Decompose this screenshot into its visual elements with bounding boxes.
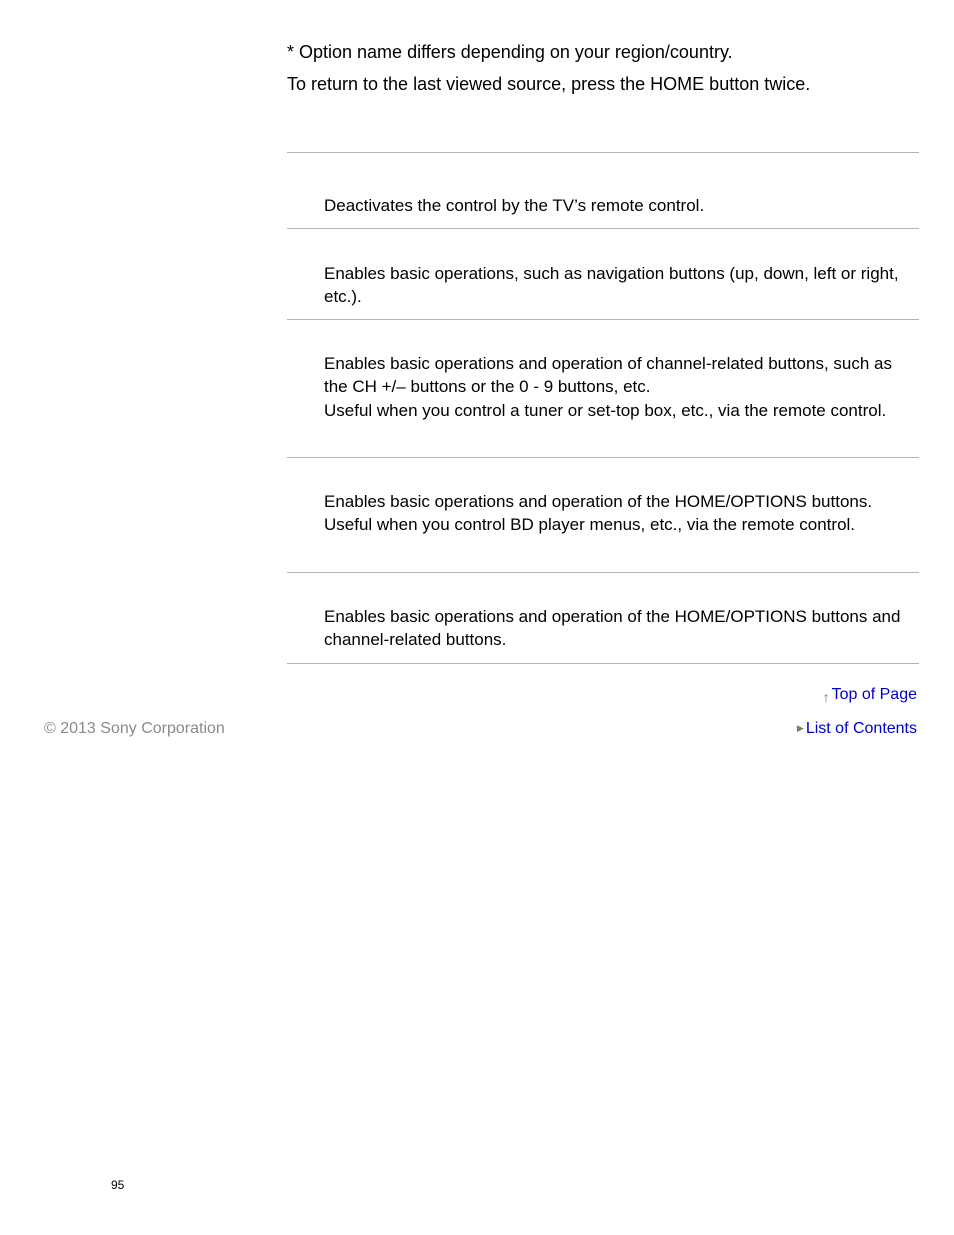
option-row: [287, 573, 919, 664]
option-text-line: Enables basic operations and operation of the HOME/OPTIONS buttons and channel-related buttons.: [324, 607, 901, 650]
option-text-line: Enables basic operations and operation of channel-related buttons, such as the CH +/– buttons or the 0 - 9 buttons, etc.: [324, 354, 892, 397]
page-number: 95: [111, 1178, 125, 1192]
option-text-line: Useful when you control a tuner or set-top box, etc., via the remote control.: [324, 400, 887, 420]
home-return-note: To return to the last viewed source, press the HOME button twice.: [287, 74, 811, 94]
copyright: © 2013 Sony Corporation: [44, 720, 225, 737]
top-of-page-link[interactable]: [823, 684, 917, 705]
triangle-right-icon: ▶: [796, 723, 804, 733]
arrow-up-icon: ↑: [822, 689, 830, 705]
list-of-contents-label: List of Contents: [805, 720, 917, 737]
region-note: * Option name differs depending on your region/country.: [287, 42, 733, 62]
option-description: [324, 194, 919, 217]
options-list: [287, 152, 919, 664]
option-text-line: Useful when you control BD player menus, etc., via the remote control.: [324, 515, 856, 535]
option-description: [324, 605, 919, 652]
list-of-contents-link[interactable]: [797, 719, 917, 740]
top-of-page-label: Top of Page: [831, 686, 917, 703]
option-description: [324, 352, 919, 422]
option-row: [287, 458, 919, 573]
option-text-line: Deactivates the control by the TV’s remote control.: [324, 196, 705, 215]
option-row: [287, 320, 919, 458]
option-row: [287, 229, 919, 320]
option-row: [287, 153, 919, 229]
option-text-line: Enables basic operations, such as navigation buttons (up, down, left or right, etc.).: [324, 264, 899, 307]
option-description: [324, 262, 919, 309]
option-text-line: Enables basic operations and operation of the HOME/OPTIONS buttons.: [324, 492, 873, 511]
option-description: [324, 490, 919, 537]
